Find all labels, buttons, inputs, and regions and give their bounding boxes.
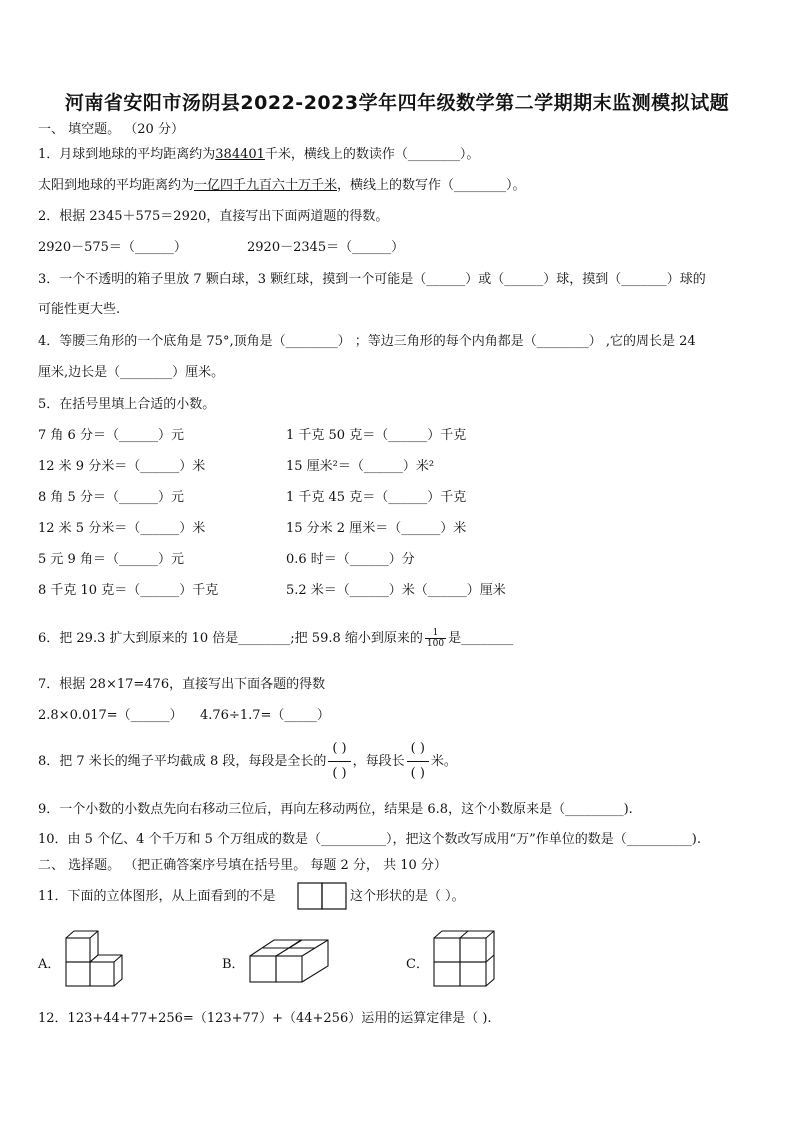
question-2a: 2920－575＝（______） bbox=[38, 240, 187, 255]
question-3b: 可能性更大些. bbox=[38, 302, 121, 317]
q5-left-item: 12 米 5 分米＝（______）米 bbox=[38, 521, 206, 536]
cube-figure-b-icon bbox=[246, 936, 336, 986]
question-11-tail: 这个形状的是（ ）。 bbox=[350, 889, 465, 904]
underlined-number: 一亿四千九百六十万千米 bbox=[194, 178, 338, 193]
section-1-heading: 一、 填空题。 （20 分） bbox=[38, 122, 184, 137]
section-2-heading: 二、 选择题。 （把正确答案序号填在括号里。 每题 2 分， 共 10 分） bbox=[38, 858, 447, 873]
question-4b: 厘米,边长是（________）厘米。 bbox=[38, 365, 225, 380]
q5-left-item: 8 千克 10 克＝（______）千克 bbox=[38, 583, 219, 598]
q5-left-item: 12 米 9 分米＝（______）米 bbox=[38, 459, 206, 474]
q5-left-item: 8 角 5 分＝（______）元 bbox=[38, 490, 184, 505]
option-a-label: A． bbox=[38, 957, 61, 972]
question-4a: 4．等腰三角形的一个底角是 75°,顶角是（________） ；等边三角形的每个内角都是（________） ,它的周长是 24 bbox=[38, 334, 696, 349]
question-10: 10．由 5 个亿、4 个千万和 5 个万组成的数是（__________），把这个数改写成用“万”作单位的数是（__________). bbox=[38, 832, 702, 847]
blank-fraction: ( ) ( ) bbox=[407, 739, 429, 784]
page-title: 河南省安阳市汤阴县2022-2023学年四年级数学第二学期期末监测模拟试题 bbox=[64, 92, 730, 114]
q5-right-item: 5.2 米＝（______）米（______）厘米 bbox=[286, 583, 506, 598]
option-b-label: B． bbox=[222, 957, 245, 972]
q5-left-item: 7 角 6 分＝（______）元 bbox=[38, 428, 184, 443]
question-7a: 2.8×0.017=（______） bbox=[38, 708, 183, 723]
cube-figure-c-icon bbox=[430, 928, 500, 990]
q5-right-item: 1 千克 45 克＝（______）千克 bbox=[286, 490, 467, 505]
question-7: 7．根据 28×17=476，直接写出下面各题的得数 bbox=[38, 677, 326, 692]
q5-right-item: 15 厘米²＝（______）米² bbox=[286, 459, 435, 474]
question-1a: 1．月球到地球的平均距离约为384401千米，横线上的数读作（________）。 bbox=[38, 147, 480, 162]
question-1b: 太阳到地球的平均距离约为一亿四千九百六十万千米，横线上的数写作（________）。 bbox=[38, 178, 526, 193]
blank-fraction: ( ) ( ) bbox=[328, 739, 350, 784]
cube-figure-a-icon bbox=[60, 928, 130, 990]
q5-right-item: 1 千克 50 克＝（______）千克 bbox=[286, 428, 467, 443]
underlined-number: 384401 bbox=[215, 147, 265, 162]
q5-right-item: 0.6 时＝（______）分 bbox=[286, 552, 415, 567]
two-square-shape-icon bbox=[297, 882, 347, 910]
question-7b: 4.76÷1.7=（_____） bbox=[200, 708, 330, 723]
fraction: $\frac{1}{100}$ bbox=[426, 628, 445, 649]
question-11: 11．下面的立体图形，从上面看到的不是 bbox=[38, 889, 276, 904]
question-5: 5．在括号里填上合适的小数。 bbox=[38, 397, 216, 412]
question-6: 6．把 29.3 扩大到原来的 10 倍是________;把 59.8 缩小到原来的 $\frac{1}{100}$ 是________ bbox=[38, 628, 514, 649]
question-9: 9．一个小数的小数点先向右移动三位后，再向左移动两位，结果是 6.8，这个小数原来是（_________). bbox=[38, 802, 633, 817]
q5-left-item: 5 元 9 角＝（______）元 bbox=[38, 552, 184, 567]
option-c-label: C． bbox=[406, 957, 429, 972]
question-2b: 2920－2345＝（______） bbox=[247, 240, 405, 255]
q5-right-item: 15 分米 2 厘米＝（______）米 bbox=[286, 521, 467, 536]
question-3a: 3．一个不透明的箱子里放 7 颗白球，3 颗红球，摸到一个可能是（______）或（______）球，摸到（_______）球的 bbox=[38, 272, 706, 287]
question-8: 8．把 7 米长的绳子平均截成 8 段，每段是全长的 ( ) ( ) ，每段长 ( ) ( ) 米。 bbox=[38, 739, 457, 784]
question-2: 2．根据 2345＋575＝2920，直接写出下面两道题的得数。 bbox=[38, 209, 389, 224]
question-12: 12．123+44+77+256=（123+77）+（44+256）运用的运算定律是（ ). bbox=[38, 1011, 492, 1026]
